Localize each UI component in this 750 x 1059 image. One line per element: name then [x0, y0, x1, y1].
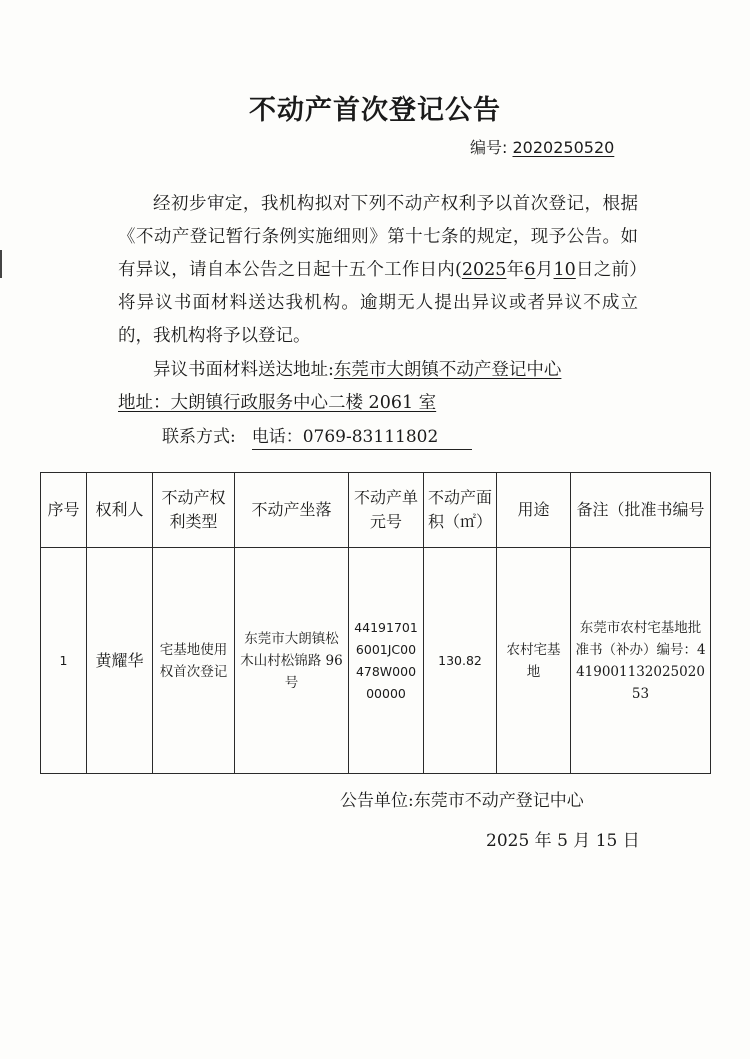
scan-edge-mark: [0, 250, 2, 278]
header-usage: 用途: [497, 473, 571, 548]
deadline-year: 2025: [461, 260, 507, 280]
cell-remark: 东莞市农村宅基地批准书（补办）编号：441900113202502053: [571, 548, 711, 774]
header-remark: 备注（批准书编号: [571, 473, 711, 548]
month-suffix: 月: [535, 260, 554, 280]
notice-date: 2025 年 5 月 15 日: [486, 831, 640, 851]
objection-address-label: 异议书面材料送达地址:: [153, 360, 334, 380]
header-location: 不动产坐落: [235, 473, 349, 548]
objection-address-value: 东莞市大朗镇不动产登记中心: [333, 360, 562, 380]
office-address: [118, 387, 436, 420]
year-suffix: 年: [506, 260, 525, 280]
notice-paragraph: [118, 188, 638, 353]
deadline-month: 6: [524, 260, 536, 280]
table-row: [41, 548, 711, 774]
doc-number: [470, 135, 614, 158]
header-holder: 权利人: [87, 473, 153, 548]
cell-holder: 黄耀华: [87, 548, 153, 774]
notice-body: [118, 188, 638, 353]
header-no: 序号: [41, 473, 87, 548]
deadline-day: 10: [553, 260, 576, 280]
office-address-text: 地址：大朗镇行政服务中心二楼 2061 室: [118, 393, 437, 413]
doc-number-label: 编号:: [470, 138, 508, 157]
cell-location: 东莞市大朗镇松木山村松锦路 96 号: [235, 548, 349, 774]
issuer-label: 公告单位:: [340, 791, 414, 811]
contact-info: [162, 423, 472, 451]
cell-no: 1: [41, 548, 87, 774]
contact-phone: 电话：0769-83111802: [252, 425, 473, 450]
header-right-type: 不动产权利类型: [153, 473, 235, 548]
cell-right-type: 宅基地使用权首次登记: [153, 548, 235, 774]
notice-text-part1: 经初步审定，我机构拟对下列不动产权利予以首次登记，根据《不动产登记暂行条例实施细则》第十七条的规定，现予公告。如有异议，请自本公告之日起十五个工作日内(: [118, 194, 638, 280]
issuer: [340, 786, 584, 811]
header-area: 不动产面积（㎡）: [424, 473, 497, 548]
issuer-name: 东莞市不动产登记中心: [413, 791, 584, 811]
registration-table: [40, 472, 711, 774]
objection-address: [118, 354, 561, 387]
contact-label: 联系方式:: [162, 427, 236, 447]
notice-title: 不动产首次登记公告: [249, 95, 501, 126]
table-header-row: [41, 473, 711, 548]
cell-area: 130.82: [424, 548, 497, 774]
doc-number-value: 2020250520: [512, 138, 615, 157]
cell-usage: 农村宅基地: [497, 548, 571, 774]
header-unit-no: 不动产单元号: [349, 473, 424, 548]
cell-unit-no: 441917016001JC00478W00000000: [349, 548, 424, 774]
notice-text-part2: 日之前）将异议书面材料送达我机构。逾期无人提出异议或者异议不成立的，我机构将予以登记。: [118, 260, 639, 346]
